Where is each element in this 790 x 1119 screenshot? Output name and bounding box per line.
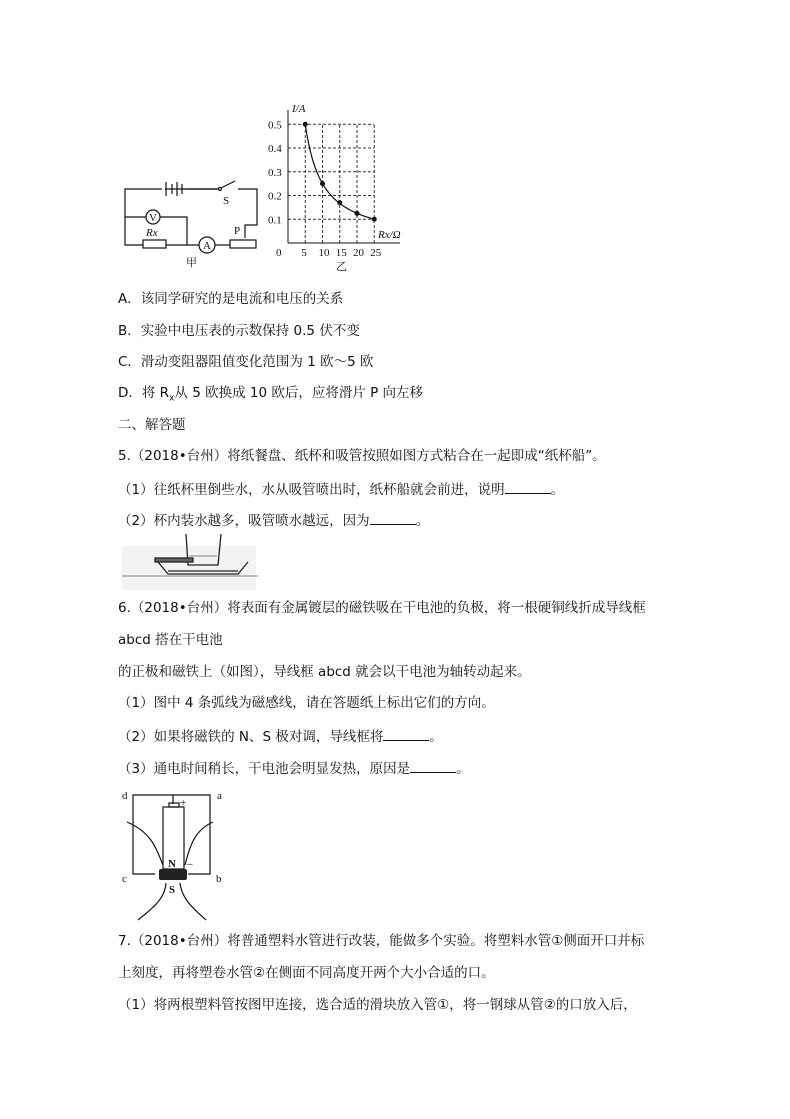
circuit-diagram bbox=[125, 181, 257, 253]
label-c: c bbox=[122, 873, 127, 885]
q6-part3 bbox=[118, 758, 470, 778]
period: 。 bbox=[429, 729, 443, 745]
answer-blank[interactable] bbox=[370, 510, 416, 525]
data-point bbox=[372, 217, 377, 222]
q6-part2-text: （2）如果将磁铁的 N、S 极对调，导线框将 bbox=[118, 729, 384, 745]
resistor-rx bbox=[143, 240, 166, 248]
period: 。 bbox=[550, 482, 565, 498]
option-c: C．滑动变阻器阻值变化范围为 1 欧～5 欧 bbox=[118, 354, 374, 370]
magnet bbox=[159, 869, 187, 880]
label-minus: – bbox=[187, 858, 193, 870]
label-s: S bbox=[169, 884, 176, 896]
q7-part1: （1）将两根塑料管按图甲连接，选合适的滑块放入管①，将一钢球从管②的口放入后， bbox=[118, 997, 637, 1013]
paper-cup-boat-figure bbox=[120, 534, 260, 592]
answer-blank[interactable] bbox=[383, 726, 429, 741]
answer-blank[interactable] bbox=[410, 758, 456, 773]
y-axis-label: I/A bbox=[292, 103, 306, 115]
y-tick-label: 0.3 bbox=[268, 166, 282, 179]
q7-stem-2: 上刻度，再将塑卷水管②在侧面不同高度开两个大小合适的口。 bbox=[118, 965, 495, 981]
data-point bbox=[337, 200, 342, 205]
label-plus: + bbox=[180, 797, 187, 809]
q5-part1-text: （1）往纸杯里倒些水，水从吸管喷出时，纸杯船就会前进，说明 bbox=[118, 482, 505, 498]
data-point bbox=[320, 181, 325, 186]
option-d-post: 从 5 欧换成 10 欧后，应将滑片 P 向左移 bbox=[174, 385, 424, 401]
switch-label: S bbox=[223, 195, 230, 207]
x-tick-label: 15 bbox=[335, 247, 347, 259]
q6-part2 bbox=[118, 726, 443, 746]
graph-caption: 乙 bbox=[336, 261, 347, 273]
section-heading: 二、解答题 bbox=[118, 417, 186, 433]
x-tick-label: 25 bbox=[370, 247, 382, 259]
option-d bbox=[118, 384, 423, 408]
option-a: A．该同学研究的是电流和电压的关系 bbox=[118, 291, 344, 307]
option-b: B．实验中电压表的示数保持 0.5 伏不变 bbox=[118, 323, 360, 339]
q6-stem-1: 6.（2018•台州）将表面有金属镀层的磁铁吸在干电池的负极，将一根硬铜线折成导线框 bbox=[118, 600, 646, 616]
origin-label: 0 bbox=[276, 247, 282, 259]
data-point bbox=[355, 211, 360, 216]
rheostat bbox=[230, 240, 256, 248]
y-tick-label: 0.4 bbox=[268, 143, 282, 155]
answer-blank[interactable] bbox=[505, 479, 551, 494]
label-n: N bbox=[168, 858, 176, 870]
q6-stem-2: abcd 搭在干电池 bbox=[118, 632, 223, 648]
x-tick-label: 5 bbox=[301, 247, 307, 259]
label-d: d bbox=[122, 790, 128, 802]
y-tick-label: 0.2 bbox=[268, 190, 282, 203]
circuit-graph-figure bbox=[110, 100, 430, 273]
period: 。 bbox=[415, 513, 430, 529]
q5-part2-text: （2）杯内装水越多，吸管喷水越远，因为 bbox=[118, 513, 370, 529]
current-resistance-graph bbox=[268, 103, 401, 259]
y-tick-label: 0.5 bbox=[268, 119, 282, 132]
rx-label: Rx bbox=[146, 227, 158, 239]
y-tick-label: 0.1 bbox=[268, 214, 282, 227]
q5-stem: 5.（2018•台州）将纸餐盘、纸杯和吸管按照如图方式粘合在一起即成“纸杯船”。 bbox=[118, 448, 606, 464]
q7-stem-1: 7.（2018•台州）将普通塑料水管进行改装，能做多个实验。将塑料水管①侧面开口并标 bbox=[118, 933, 645, 949]
option-d-pre: D．将 R bbox=[118, 385, 170, 401]
label-b: b bbox=[216, 873, 222, 885]
q6-part1: （1）图中 4 条弧线为磁感线，请在答题纸上标出它们的方向。 bbox=[118, 695, 495, 711]
voltmeter-label: V bbox=[149, 212, 157, 224]
ammeter-label: A bbox=[203, 240, 211, 252]
circuit-caption: 甲 bbox=[186, 257, 197, 269]
q6-part3-text: （3）通电时间稍长，干电池会明显发热，原因是 bbox=[118, 761, 411, 777]
battery-magnet-figure bbox=[110, 780, 240, 925]
q5-part1 bbox=[118, 479, 564, 499]
data-point bbox=[303, 122, 308, 127]
period: 。 bbox=[456, 761, 470, 777]
q5-part2 bbox=[118, 510, 429, 530]
x-axis-label: Rx/Ω bbox=[378, 229, 401, 241]
label-a: a bbox=[217, 790, 222, 802]
slider-label: P bbox=[234, 225, 241, 237]
q6-stem-3: 的正极和磁铁上（如图），导线框 abcd 就会以干电池为轴转动起来。 bbox=[118, 664, 531, 680]
x-tick-label: 20 bbox=[353, 247, 364, 259]
option-d-sub: x bbox=[169, 393, 175, 404]
x-tick-label: 10 bbox=[318, 247, 330, 259]
